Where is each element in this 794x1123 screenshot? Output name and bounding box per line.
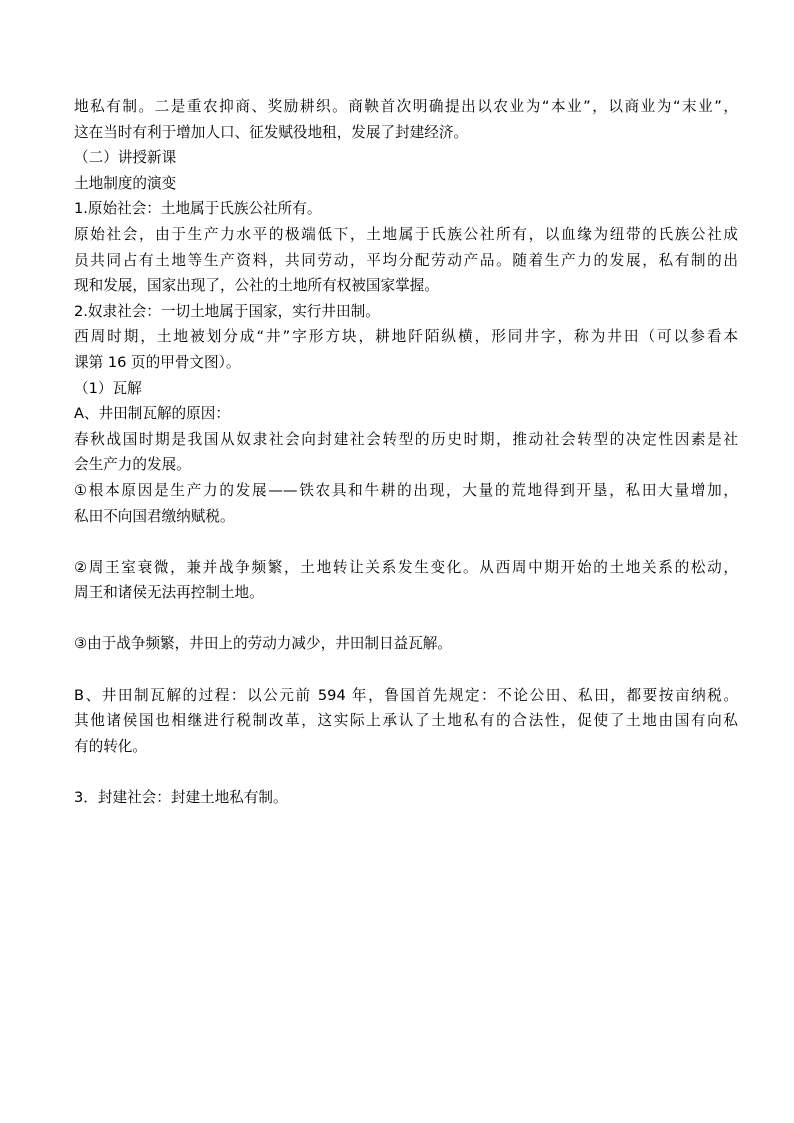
blank-line [74, 529, 738, 555]
topic-heading: 土地制度的演变 [74, 174, 177, 192]
paragraph-line: ①根本原因是生产力的发展——铁农具和牛耕的出现，大量的荒地得到开垦，私田大量增加， [74, 481, 738, 499]
paragraph-line: 这在当时有利于增加人口、征发赋役地租，发展了封建经济。 [74, 123, 469, 141]
subheading-feudal-society: 3．封建社会：封建土地私有制。 [74, 789, 288, 807]
blank-line [74, 759, 738, 785]
section-heading: （二）讲授新课 [74, 149, 177, 167]
blank-line [74, 606, 738, 632]
paragraph-line: 会生产力的发展。 [74, 456, 191, 474]
paragraph-line: ③由于战争频繁，井田上的劳动力减少，井田制日益瓦解。 [74, 635, 452, 653]
paragraph-line: 其他诸侯国也相继进行税制改革，这实际上承认了土地私有的合法性，促使了土地由国有向私 [74, 712, 738, 730]
subheading-primitive-society: 1.原始社会：土地属于氏族公社所有。 [74, 200, 322, 218]
paragraph-line: 员共同占有土地等生产资料，共同劳动，平均分配劳动产品。随着生产力的发展，私有制的出 [74, 251, 738, 269]
paragraph-line: 周王和诸侯无法再控制土地。 [74, 584, 264, 602]
subheading-slave-society: 2.奴隶社会：一切土地属于国家，实行井田制。 [74, 302, 380, 320]
paragraph-line: 原始社会，由于生产力水平的极端低下，土地属于氏族公社所有，以血缘为纽带的氏族公社成 [74, 225, 738, 243]
paragraph-line: 地私有制。二是重农抑商、奖励耕织。商鞅首次明确提出以农业为“本业”，以商业为“末业”， [74, 98, 738, 115]
blank-line [74, 657, 738, 683]
paragraph-line: 春秋战国时期是我国从奴隶社会向封建社会转型的历史时期，推动社会转型的决定性因素是社 [74, 430, 738, 448]
subheading-collapse: （1）瓦解 [74, 379, 142, 397]
subheading-causes: A、井田制瓦解的原因： [74, 405, 230, 423]
paragraph-line: B、井田制瓦解的过程：以公元前 594 年，鲁国首先规定：不论公田、私田，都要按亩纳税。 [74, 686, 738, 704]
paragraph-line: 现和发展，国家出现了，公社的土地所有权被国家掌握。 [74, 277, 439, 295]
paragraph-line: 课第 16 页的甲骨文图）。 [74, 353, 241, 371]
paragraph-line: 私田不向国君缴纳赋税。 [74, 507, 235, 525]
paragraph-line: 西周时期，土地被划分成“井”字形方块，耕地阡陌纵横，形同井字，称为井田（可以参看本 [74, 328, 738, 346]
document-body [74, 94, 738, 811]
paragraph-line: 有的转化。 [74, 737, 147, 755]
paragraph-line: ②周王室衰微，兼并战争频繁，土地转让关系发生变化。从西周中期开始的土地关系的松动， [74, 558, 738, 576]
